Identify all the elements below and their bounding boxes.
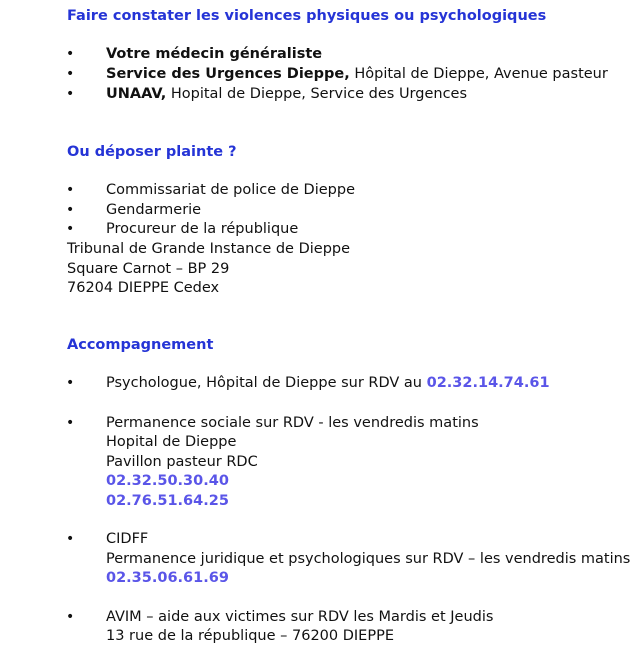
phone-number: 02.35.06.61.69 <box>106 570 229 586</box>
permanence-line: Pavillon pasteur RDC <box>106 454 258 470</box>
list-item-unaav <box>106 84 467 104</box>
list-item-medecin <box>106 44 322 64</box>
bullet: • <box>66 66 75 82</box>
bullet: • <box>66 375 75 391</box>
item-bold: Service des Urgences Dieppe, <box>106 66 350 82</box>
item-text: Psychologue, Hôpital de Dieppe sur RDV au <box>106 375 427 391</box>
cidff-line: Permanence juridique et psychologiques sur RDV – les vendredis matins <box>106 551 631 567</box>
item-rest: Hôpital de Dieppe, Avenue pasteur <box>349 66 608 82</box>
list-item-gendarmerie: Gendarmerie <box>106 202 202 218</box>
bullet: • <box>66 221 75 237</box>
heading-accompagnement: Accompagnement <box>67 337 214 353</box>
permanence-line: Permanence sociale sur RDV - les vendredis matins <box>106 415 479 431</box>
phone-number: 02.76.51.64.25 <box>106 493 229 509</box>
bullet: • <box>66 202 75 218</box>
list-item-psychologue <box>106 373 550 393</box>
bullet: • <box>66 609 75 625</box>
bullet: • <box>66 415 75 431</box>
list-item-urgences <box>106 64 608 84</box>
bullet: • <box>66 531 75 547</box>
address-line: Square Carnot – BP 29 <box>67 261 230 277</box>
avim-line: 13 rue de la république – 76200 DIEPPE <box>106 628 394 644</box>
item-bold: UNAAV, <box>106 86 167 102</box>
item-bold: Votre médecin généraliste <box>106 46 323 62</box>
item-rest: Hopital de Dieppe, Service des Urgences <box>166 86 468 102</box>
bullet: • <box>66 182 75 198</box>
permanence-line: Hopital de Dieppe <box>106 434 237 450</box>
bullet: • <box>66 46 75 62</box>
phone-number: 02.32.14.74.61 <box>426 375 550 391</box>
heading-constater: Faire constater les violences physiques ou psychologiques <box>67 8 547 24</box>
avim-line: AVIM – aide aux victimes sur RDV les Mardis et Jeudis <box>106 609 494 625</box>
cidff-title: CIDFF <box>106 531 149 547</box>
list-item-commissariat: Commissariat de police de Dieppe <box>106 182 355 198</box>
bullet: • <box>66 86 75 102</box>
address-line: Tribunal de Grande Instance de Dieppe <box>67 241 351 257</box>
phone-number: 02.32.50.30.40 <box>106 473 229 489</box>
list-item-procureur: Procureur de la république <box>106 221 299 237</box>
address-line: 76204 DIEPPE Cedex <box>67 280 220 296</box>
heading-plainte: Ou déposer plainte ? <box>67 144 237 160</box>
